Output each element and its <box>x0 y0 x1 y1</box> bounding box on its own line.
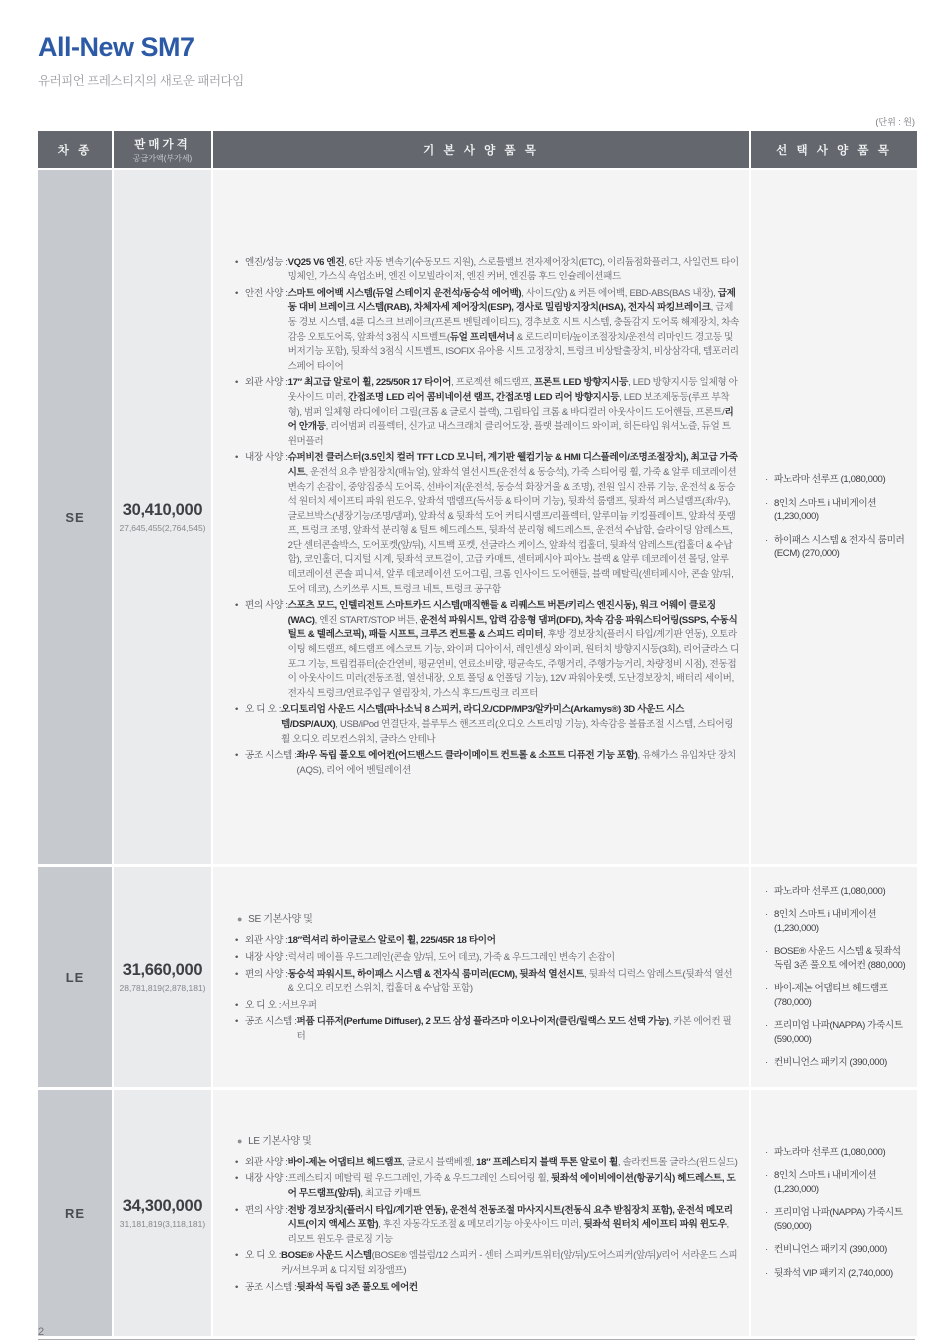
bullet-icon: · <box>765 946 768 957</box>
spec-text <box>288 934 739 949</box>
spec-line <box>235 256 739 285</box>
option-item <box>765 908 909 935</box>
spec-category-label: 외관 사양 : <box>245 1156 288 1168</box>
bullet-icon: • <box>235 999 239 1011</box>
header-price <box>114 131 211 168</box>
option-text: 8인치 스마트 i 내비게이션 (1,230,000) <box>774 497 877 523</box>
spec-plain: , 뒷좌석 디럭스 암레스트(뒷좌석 열선 & 오디오 리모컨 스위치, 컵홀더 & 수납함 포함) <box>287 968 733 995</box>
spec-plain: , 운전석 요추 받침장치(매뉴얼), 앞좌석 열선시트(운전석 & 동승석), 가죽 스티어링 휠, 가죽 & 알루 데코레이션 변속기 손잡이, 중앙집중식 도어록, 선바이저(운전석, 동승석 화장거울 & 조명), 전원 일시 잔류 기능, 운전석 & 동승석 원터치 세이프티 파워 윈도우, 앞좌석 맵램프(독서등 & 타이머 기능), 뒷좌석 룸램프, 뒷좌석 퍼스널램프(좌/우), 글로브박스(냉장기능/조명/댐퍼), 앞좌석 & 뒷좌석 도어 커티시램프/리플렉터, 알루미늄 키킹플레이트, 앞좌석 풋램프, 트렁크 조명, 앞좌석 분리형 & 틸트 헤드레스트, 뒷좌석 분리형 헤드레스트, 운전석 수납함, 슬라이딩 암레스트, 2단 센터콘솔박스, 도어포켓(앞/뒤), 시트백 포켓, 선글라스 케이스, 앞좌석 컵홀더, 뒷좌석 암레스트(컵홀더 & 수납함), 코인홀더, 디지털 시계, 뒷좌석 코트걸이, 고급 카매트, 센터페시아 피아노 블랙 & 알루 데코레이션 몰딩, 알루 데코레이션 콘솔 피니셔, 알루 데코레이션 도어그립, 크롬 인사이드 도어핸들, 블랙 메탈릭(센터페시아, 콘솔 앞/뒤, 도어 데코), 스키쓰루 시트, 트렁크 네트, 트렁크 공구함 <box>287 466 737 595</box>
bullet-icon: · <box>765 1057 768 1068</box>
spec-highlight: 운전석 파워시트, 압력 감응형 댐퍼(DFD), 차속 감응 파워스티어링(SSPS, 수동식 틸트 & 텔레스코픽), 패들 시프트, 크루즈 컨트롤 & 스피드 리미터 <box>287 614 738 641</box>
spec-highlight: 슈퍼비전 클러스터(3.5인치 컬러 TFT LCD 모니터, 계기판 웰컴기능 & HMI 디스플레이/조명조절장치), 최고급 가죽시트 <box>287 452 738 478</box>
spec-category-label: 오 디 오 : <box>245 704 282 716</box>
option-text: 파노라마 선루프 (1,080,000) <box>774 885 886 897</box>
header-base-items <box>213 131 749 168</box>
bullet-icon: • <box>235 1204 239 1216</box>
spec-highlight: 뒷좌석 독립 3존 풀오토 에어컨 <box>296 1281 418 1293</box>
option-text: 8인치 스마트 i 내비게이션 (1,230,000) <box>774 909 877 934</box>
spec-highlight: 급제동 대비 브레이크 시스템(RAB), 차체자세 제어장치(ESP), 경사로 밀림방지장치(HSA), 전자식 파킹브레이크 <box>287 287 736 314</box>
spec-highlight: 오디토리엄 사운드 시스템(파나소닉 8 스피커, 라디오/CDP/MP3/알카미스(Arkamys®) 3D 사운드 시스템/DSP/AUX) <box>281 704 685 731</box>
bullet-icon: · <box>765 983 768 994</box>
option-item <box>765 1267 909 1281</box>
option-item <box>765 1146 909 1160</box>
spec-highlight: 프론트 LED 방향지시등 <box>533 377 629 389</box>
trim-row-LE <box>38 867 915 1087</box>
spec-text <box>288 1172 739 1201</box>
supply-price-value: 27,645,455(2,764,545) <box>119 523 206 533</box>
option-text: 파노라마 선루프 (1,080,000) <box>774 474 886 486</box>
trim-row-SE <box>38 170 915 864</box>
option-item <box>765 885 909 899</box>
spec-highlight: 리어 안개등 <box>287 406 734 433</box>
spec-plain: 럭셔리 메이플 우드그레인(콘솔 앞/뒤, 도어 데코), 가죽 & 우드그레인 변속기 손잡이 <box>287 952 615 964</box>
option-item <box>765 1169 909 1196</box>
header-model-label: 차 종 <box>57 144 93 157</box>
spec-category-label: 공조 시스템 : <box>245 750 297 762</box>
spec-category-label: 외관 사양 : <box>245 377 288 389</box>
spec-text <box>281 703 739 747</box>
spec-table <box>38 131 915 1340</box>
spec-line <box>235 1204 739 1248</box>
filled-circle-bullet: ● <box>237 914 243 925</box>
bullet-icon: • <box>235 1281 239 1293</box>
bullet-icon: • <box>235 952 239 964</box>
spec-category-label: 오 디 오 : <box>245 999 282 1011</box>
header-options-label: 선 택 사 양 품 목 <box>776 144 892 157</box>
bullet-icon: • <box>235 256 239 268</box>
model-cell: SE <box>38 170 112 864</box>
option-item <box>765 1206 909 1233</box>
spec-line <box>235 968 739 997</box>
spec-text <box>297 1281 739 1296</box>
option-text: BOSE® 사운드 시스템 & 뒷좌석 독립 3존 풀오토 에어컨 (880,000) <box>774 946 906 971</box>
spec-plain: , 리모트 윈도우 클로징 기능 <box>287 1219 729 1245</box>
bullet-icon: · <box>765 1244 768 1256</box>
price-value: 30,410,000 <box>122 501 203 519</box>
supply-price-value: 31,181,819(3,118,181) <box>119 1219 206 1229</box>
option-text: 파노라마 선루프 (1,080,000) <box>774 1146 886 1158</box>
spec-plain: , 카본 에어컨 필터 <box>296 1016 732 1042</box>
base-spec-cell <box>213 1090 749 1336</box>
spec-text <box>288 451 739 597</box>
option-text: 컨비니언스 패키지 (390,000) <box>774 1057 887 1068</box>
spec-line <box>235 749 739 778</box>
bullet-icon: · <box>765 885 768 897</box>
spec-line <box>235 1015 739 1044</box>
option-text: 뒷좌석 VIP 패키지 (2,740,000) <box>774 1267 893 1279</box>
bullet-icon: · <box>765 534 768 546</box>
price-value: 31,660,000 <box>122 961 203 979</box>
base-spec-cell <box>213 867 749 1087</box>
spec-highlight: 간접조명 LED 리어 콤비네이션 램프, 간접조명 LED 리어 방향지시등 <box>348 391 620 403</box>
spec-text <box>288 287 739 375</box>
spec-plain: 서브우퍼 <box>281 999 317 1011</box>
bullet-icon: · <box>765 1207 768 1219</box>
option-item <box>765 982 909 1009</box>
spec-plain: , 최고급 카매트 <box>360 1188 421 1200</box>
spec-category-label: 오 디 오 : <box>245 1250 282 1262</box>
spec-plain: , 급제동 경보 시스템, 4륜 디스크 브레이크(프론트 벤틸레이티드), 경추보호 시트 시스템, 충돌감지 도어록 해제장치, 차속감응 오토도어록, 앞좌석 3점식 시트벨트( <box>287 302 739 343</box>
spec-line <box>235 934 739 949</box>
bullet-icon: • <box>235 968 239 980</box>
spec-highlight: 18″럭셔리 하이글로스 알로이 휠, 225/45R 18 타이어 <box>287 935 496 947</box>
spec-plain: , 유해가스 유입차단 장치(AQS), 리어 에어 벤틸레이션 <box>296 750 736 776</box>
spec-line <box>235 1249 739 1278</box>
page-subtitle: 유러피언 프레스티지의 새로운 패러다임 <box>38 74 244 88</box>
trim-row-RE <box>38 1090 915 1336</box>
spec-category-label: 공조 시스템 : <box>245 1281 297 1293</box>
option-spec-cell <box>751 1090 917 1336</box>
spec-category-label: 안전 사양 : <box>245 287 288 299</box>
bullet-icon: • <box>235 704 239 716</box>
option-text: 컨비니언스 패키지 (390,000) <box>774 1244 887 1256</box>
price-cell <box>114 170 211 864</box>
spec-highlight: VQ25 V6 엔진 <box>287 256 345 268</box>
option-item <box>765 1056 909 1070</box>
spec-plain: , LED 방향지시등 일체형 아웃사이드 미러, <box>287 377 738 403</box>
bullet-icon: • <box>235 750 239 762</box>
spec-category-label: 내장 사양 : <box>245 952 288 964</box>
spec-highlight: 퍼퓸 디퓨저(Perfume Diffuser), 2 모드 삼성 플라즈마 이오나이저(클린/릴랙스 모드 선택 가능) <box>296 1016 669 1028</box>
spec-plain: , 사이드(앞) & 커튼 에어백, EBD-ABS(BAS 내장), <box>521 287 718 299</box>
spec-highlight: BOSE® 사운드 시스템 <box>281 1250 372 1262</box>
option-text: 프리미엄 나파(NAPPA) 가죽시트 (590,000) <box>774 1020 903 1045</box>
bullet-icon: • <box>235 1156 239 1168</box>
unit-note: (단위 : 원) <box>875 117 915 127</box>
option-item <box>765 534 909 561</box>
header-base-label: 기 본 사 양 품 목 <box>423 144 539 157</box>
spec-line <box>235 287 739 375</box>
page-title: All-New SM7 <box>38 32 195 62</box>
spec-text <box>281 999 739 1014</box>
spec-line <box>235 451 739 597</box>
spec-line <box>235 1281 739 1296</box>
spec-plain: 프레스티지 메탈릭 펄 우드그레인, 가죽 & 우드그레인 스티어링 휠, <box>287 1173 552 1185</box>
spec-text <box>288 376 739 449</box>
spec-text <box>288 599 739 701</box>
spec-plain: , 프로젝션 헤드램프, <box>451 377 534 389</box>
bullet-icon: • <box>235 1250 239 1262</box>
bullet-icon: · <box>765 1146 768 1158</box>
spec-plain: , 솔라컨트롤 글라스(윈드실드) <box>617 1156 738 1168</box>
base-spec-cell <box>213 170 749 864</box>
option-item <box>765 1243 909 1257</box>
spec-line <box>235 1156 739 1171</box>
spec-plain: , 후방 경보장치(플러시 타입/계기판 연동), 오토라이팅 헤드램프, 헤드램프 에스코트 기능, 와이퍼 디아이서, 레인센싱 와이퍼, 원터치 방향지시등(3회), 리어글라스 디포그 기능, 트립컴퓨터(순간연비, 평균연비, 연료소비량, 평균속도, 주행거리, 주행가능거리, 차량정비 시점), 전동접이 아웃사이드 미러(전동조절, 열선내장, 오토 폴딩 & 언폴딩 기능), 12V 파워아웃렛, 도난경보장치, 배터리 세이버, 전자식 트렁크/연료주입구 열림장치, 가스식 후드/트렁크 리프터 <box>287 629 739 699</box>
table-header-row <box>38 131 915 168</box>
spec-highlight: 18″ 프레스티지 블랙 투톤 알로이 휠 <box>476 1156 618 1168</box>
spec-plain: & 로드리미터/높이조절장치/운전석 리마인드 경고등 및 버저기능 포함), 뒷좌석 3점식 시트벨트, ISOFIX 유아용 시트 고정장치, 트렁크 비상탈출장치, 비상삼각대, 템포러리 스페어 타이어 <box>287 331 739 372</box>
spec-highlight: 바이-제논 어댑티브 헤드램프 <box>287 1156 403 1168</box>
spec-category-label: 편의 사양 : <box>245 1204 288 1216</box>
bullet-icon: • <box>235 600 239 612</box>
spec-plain: , 글로시 블랙베젤, <box>402 1156 477 1168</box>
spec-line <box>235 951 739 966</box>
option-text: 바이-제논 어댑티브 헤드램프 (780,000) <box>774 983 888 1008</box>
spec-highlight: 스포츠 모드, 인텔리전트 스마트카드 시스템(매직핸들 & 리퀘스트 버튼/키리스 엔진시동), 워크 어웨이 클로징(WAC) <box>287 600 716 626</box>
spec-line <box>235 999 739 1014</box>
spec-line <box>235 703 739 747</box>
spec-plain: , 엔진 START/STOP 버튼, <box>314 614 420 626</box>
spec-plain: , USB/iPod 연결단자, 블루투스 핸즈프리(오디오 스트리밍 기능), 차속감응 볼륨조절 시스템, 스티어링 휠 오디오 리모컨스위치, 글라스 안테나 <box>281 719 734 745</box>
header-model <box>38 131 112 168</box>
spec-plain: , 리어범퍼 리플렉터, 신가교 내스크래치 클리어도장, 플랫 블레이드 와이퍼, 히든타입 워셔노즐, 듀얼 트윈머플러 <box>287 421 731 447</box>
spec-category-label: 내장 사양 : <box>245 1173 288 1185</box>
bullet-icon: · <box>765 1170 768 1182</box>
bullet-icon: • <box>235 1016 239 1028</box>
spec-category-label: 내장 사양 : <box>245 452 288 464</box>
spec-line <box>235 1172 739 1201</box>
spec-highlight: 17″ 최고급 알로이 휠, 225/50R 17 타이어 <box>287 377 452 389</box>
option-item <box>765 1019 909 1046</box>
spec-text <box>288 256 739 285</box>
spec-text <box>288 1204 739 1248</box>
bullet-icon: • <box>235 287 239 299</box>
price-value: 34,300,000 <box>122 1197 203 1215</box>
base-note: ● SE 기본사양 및 <box>237 914 313 926</box>
bullet-icon: · <box>765 909 768 920</box>
spec-category-label: 외관 사양 : <box>245 935 288 947</box>
bullet-icon: · <box>765 1020 768 1031</box>
spec-highlight: 뒷좌석 에이비에이션(항공기식) 헤드레스트, 도어 무드램프(앞/뒤) <box>287 1173 736 1200</box>
header-price-label: 판매가격 <box>134 138 191 151</box>
option-text: 8인치 스마트 i 내비게이션 (1,230,000) <box>774 1170 877 1195</box>
spec-line <box>235 599 739 701</box>
spec-line <box>235 376 739 449</box>
spec-plain: , 6단 자동 변속기(수동모드 지원), 스로틀밸브 전자제어장치(ETC), 이리듐점화플러그, 사일런트 타이밍체인, 가스식 쇽업소버, 엔진 이모빌라이저, 엔진 커버, 엔진룸 후드 인슐레이션패드 <box>287 256 739 283</box>
option-spec-cell <box>751 170 917 864</box>
spec-category-label: 편의 사양 : <box>245 600 288 612</box>
table-body <box>38 170 915 1336</box>
spec-highlight: 뒷좌석 원터치 세이프티 파워 윈도우 <box>583 1219 727 1231</box>
header-price-sublabel: 공급가액(부가세) <box>132 153 193 163</box>
supply-price-value: 28,781,819(2,878,181) <box>119 983 206 993</box>
price-cell <box>114 1090 211 1336</box>
base-note: ● LE 기본사양 및 <box>237 1135 312 1147</box>
spec-highlight: 듀얼 프리텐셔너 <box>449 331 515 343</box>
model-cell: LE <box>38 867 112 1087</box>
spec-text <box>281 1249 739 1278</box>
spec-highlight: 좌/우 독립 풀오토 에어컨(어드밴스드 클라이메이트 컨트롤 & 소프트 디퓨전 기능 포함) <box>296 750 638 762</box>
price-cell <box>114 867 211 1087</box>
page-number: 2 <box>38 1326 45 1338</box>
header-option-items <box>751 131 917 168</box>
bullet-icon: · <box>765 1267 768 1279</box>
filled-circle-bullet: ● <box>237 1135 243 1146</box>
spec-plain: , LED 보조제동등(루프 부착형), 범퍼 일체형 라디에이터 그릴(크롬 & 글로시 블랙), 그립타입 크롬 & 바디컬러 아웃사이드 도어핸들, 프론트/ <box>287 391 730 418</box>
spec-category-label: 편의 사양 : <box>245 968 288 980</box>
spec-plain: , 후진 자동각도조절 & 메모리기능 아웃사이드 미러, <box>378 1219 584 1231</box>
option-item <box>765 497 909 524</box>
bullet-icon: · <box>765 497 768 509</box>
option-spec-cell <box>751 867 917 1087</box>
spec-highlight: 전방 경보장치(플러시 타입/계기판 연동), 운전석 전동조절 마사지시트(전동식 요추 받침장치 포함), 운전석 메모리시트(이지 액세스 포함) <box>287 1204 733 1231</box>
spec-category-label: 엔진/성능 : <box>245 256 288 268</box>
option-item <box>765 473 909 487</box>
bullet-icon: • <box>235 1173 239 1185</box>
spec-text <box>297 1015 739 1044</box>
bullet-icon: • <box>235 935 239 947</box>
bullet-icon: • <box>235 452 239 464</box>
bullet-icon: • <box>235 377 239 389</box>
bullet-icon: · <box>765 474 768 486</box>
option-item <box>765 945 909 972</box>
option-text: 프리미엄 나파(NAPPA) 가죽시트 (590,000) <box>774 1207 903 1232</box>
spec-text <box>288 951 739 966</box>
spec-category-label: 공조 시스템 : <box>245 1016 297 1028</box>
spec-highlight: 동승석 파워시트, 하이패스 시스템 & 전자식 룸미러(ECM), 뒷좌석 열선시트 <box>287 968 585 980</box>
spec-plain: (BOSE® 엠블럼/12 스피커 - 센터 스피커/트위터(앞/뒤)/도어스피커(앞/뒤)/리어 서라운드 스피커/서브우퍼 & 디지털 외장앰프) <box>281 1250 738 1276</box>
model-cell: RE <box>38 1090 112 1336</box>
spec-text <box>288 1156 739 1171</box>
spec-text <box>288 968 739 997</box>
spec-highlight: 스마트 에어백 시스템(듀얼 스테이지 운전석/동승석 에어백) <box>287 287 522 299</box>
spec-text <box>297 749 739 778</box>
option-text: 하이패스 시스템 & 전자식 룸미러(ECM) (270,000) <box>774 534 905 560</box>
